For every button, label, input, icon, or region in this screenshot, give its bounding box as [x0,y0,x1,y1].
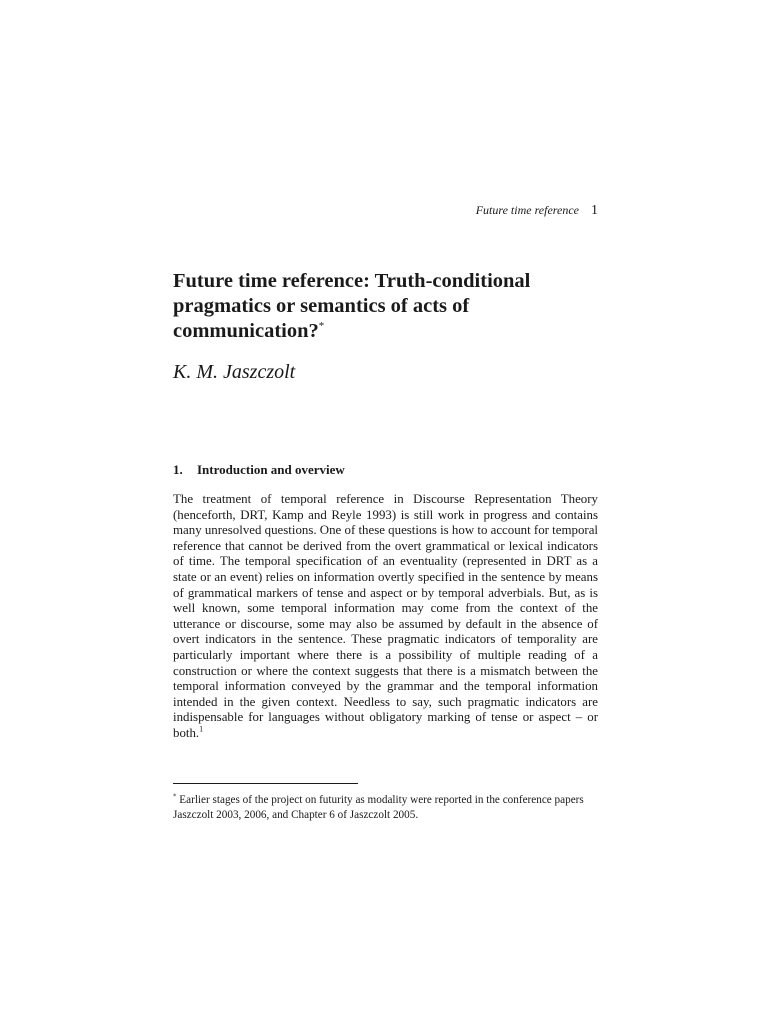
page-number: 1 [591,203,598,218]
footnote [173,793,598,822]
paper-title-text: Future time reference: Truth-conditional pragmatics or semantics of acts of communication? [173,270,531,342]
section-title: Introduction and overview [197,462,345,477]
running-title: Future time reference [475,203,579,217]
section-heading [173,462,345,478]
body-paragraph [173,492,598,742]
footnote-text: Earlier stages of the project on futurity as modality were reported in the conference papers Jaszczolt 2003, 2006, and Chapter 6 of Jaszczolt 2005. [173,794,584,821]
author-name: K. M. Jaszczolt [173,361,296,383]
paper-title [173,269,603,344]
footnote-divider [173,783,358,784]
section-number: 1. [173,462,183,477]
footnote-reference: 1 [199,724,204,734]
running-head [440,203,598,219]
body-paragraph-text: The treatment of temporal reference in Discourse Representation Theory (henceforth, DRT, Kamp and Reyle 1993) is still work in progress and contains many unresolved questions. One of these questions is how to account for temporal reference that cannot be derived from the overt grammatical or lexical indicators of time. The temporal specification of an eventuality (represented in DRT as a state or an event) relies on information overtly specified in the sentence by means of grammatical markers of tense and aspect or by temporal adverbials. But, as is well known, some temporal information may come from the context of the utterance or discourse, some may also be assumed by default in the absence of overt indicators in the sentence. These pragmatic indicators of temporality are particularly important where there is a possibility of multiple reading of a construction or where the context suggests that there is a mismatch between the temporal information conveyed by the grammar and the temporal information intended in the given context. Needless to say, such pragmatic indicators are indispensable for languages without obligatory marking of tense or aspect – or both. [173,492,598,740]
footnote-marker: * [173,792,177,801]
title-footnote-marker: * [318,320,325,333]
